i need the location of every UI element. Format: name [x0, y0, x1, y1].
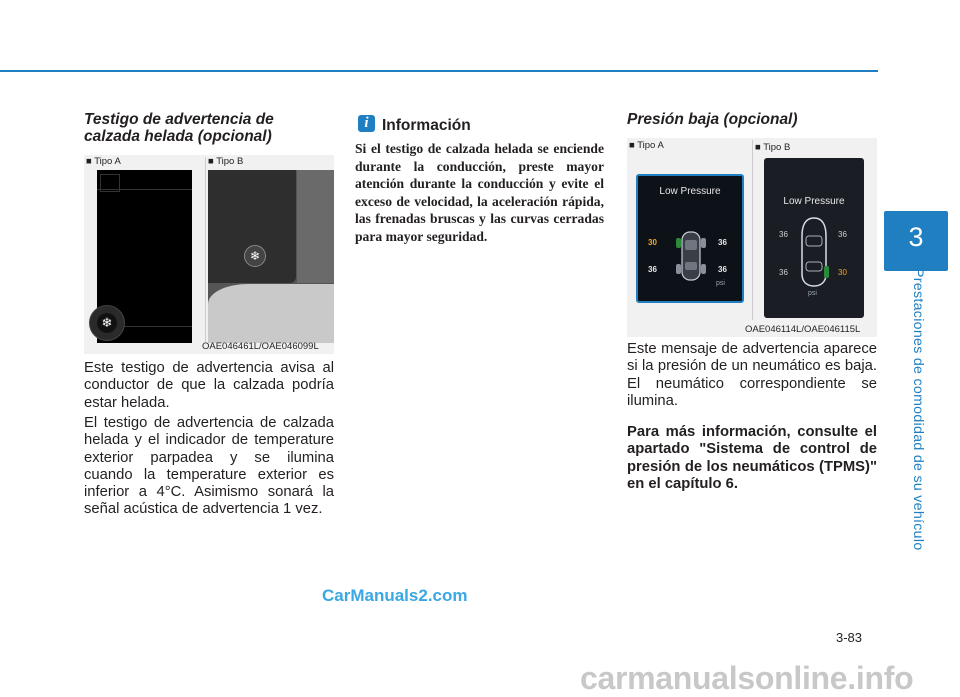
- snowflake-icon: ❄: [97, 313, 117, 333]
- chapter-title-text: Prestaciones de comodidad de su vehículo: [910, 268, 926, 551]
- icy-road-figure: [84, 155, 334, 354]
- info-text: Si el testigo de calzada helada se enciende durante la conducción, preste mayor atención durante la conducción y evite el exceso de velocidad, la aceleración rápida, las frenadas bruscas y las curvas cerradas para mayor seguridad.: [355, 141, 604, 244]
- unit-label: psi: [716, 280, 725, 287]
- tipo-b-label: ■ Tipo B: [755, 142, 791, 153]
- tipo-a-label: ■ Tipo A: [629, 140, 664, 151]
- right-paragraph-1: Este mensaje de advertencia aparece si la presión de un neumático es baja. El neumático correspondiente se ilumina.: [627, 341, 877, 409]
- left-heading-line1: Testigo de advertencia de: [84, 111, 274, 128]
- tipo-b-label: ■ Tipo B: [208, 156, 244, 167]
- display-title: Low Pressure: [783, 196, 845, 207]
- tpms-display-a: [636, 174, 744, 303]
- tire-rr-value: 30: [838, 268, 847, 277]
- tire-rl-value: 36: [779, 268, 788, 277]
- info-icon: i: [358, 115, 375, 132]
- right-heading: [627, 111, 877, 128]
- tire-fl-value: 30: [648, 238, 657, 247]
- tire-fr-value: 36: [718, 238, 727, 247]
- snowflake-icon: ❄: [244, 245, 266, 267]
- display-title: Low Pressure: [659, 186, 721, 197]
- figure-caption: OAE046461L/OAE046099L: [202, 341, 319, 352]
- right-heading-text: Presión baja (opcional): [627, 111, 798, 128]
- figure-divider: [752, 140, 753, 320]
- right-paragraph-2: Para más información, consulte el apartado "Sistema de control de presión de los neumáticos (TPMS)" en el capítulo 6.: [627, 424, 877, 492]
- low-pressure-figure: [627, 138, 877, 337]
- left-paragraph-1: Este testigo de advertencia avisa al conductor de que la calzada podría estar helada.: [84, 360, 334, 411]
- tpms-display-b: [764, 158, 864, 318]
- tire-fr-value: 36: [838, 230, 847, 239]
- left-heading-line2: calzada helada (opcional): [84, 128, 272, 145]
- unit-label: psi: [808, 290, 817, 297]
- car-top-icon: [797, 216, 831, 288]
- watermark-link[interactable]: CarManuals2.com: [322, 586, 468, 605]
- tire-rr-value: 36: [718, 265, 727, 274]
- footer-watermark: carmanualsonline.info: [580, 660, 914, 696]
- header-rule: [0, 70, 878, 72]
- dashboard-surface: [208, 284, 334, 343]
- info-title: Información: [382, 117, 471, 134]
- cluster-panel-a: [97, 170, 192, 343]
- tipo-a-label: ■ Tipo A: [86, 156, 121, 167]
- panel-line: [97, 189, 192, 190]
- chapter-number: 3: [908, 222, 924, 252]
- left-paragraph-2: El testigo de advertencia de calzada helada y el indicador de temperature exterior parpadea y se ilumina cuando la temperature exterior es inferior a 4°C. Asimismo sonará la señal acústica de advertencia 1 vez.: [84, 415, 334, 518]
- chapter-title: [910, 268, 926, 551]
- figure-caption: OAE046114L/OAE046115L: [745, 324, 861, 335]
- tire-fl-value: 36: [779, 230, 788, 239]
- left-heading: [84, 111, 334, 145]
- cluster-panel-b: [208, 170, 334, 343]
- car-top-icon: [674, 228, 708, 284]
- tire-rl-value: 36: [648, 265, 657, 274]
- figure-divider: [205, 157, 206, 342]
- page-number: 3-83: [836, 630, 863, 645]
- cluster-bezel: [297, 170, 334, 283]
